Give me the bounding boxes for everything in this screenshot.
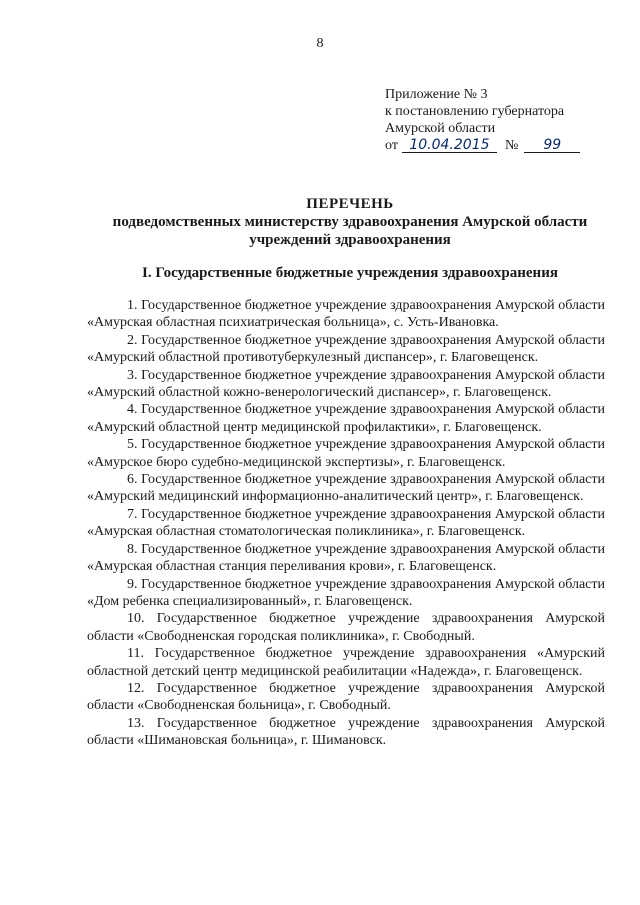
list-item: 11. Государственное бюджетное учреждение здравоохранения «Амурский областной детский центр медицинской реабилитации «Надежда», г. Благовещенск. [87, 646, 605, 679]
list-item: 1. Государственное бюджетное учреждение здравоохранения Амурской области «Амурская областная психиатрическая больница», с. Усть-Ивановка. [87, 298, 605, 331]
list-item: 3. Государственное бюджетное учреждение здравоохранения Амурской области «Амурский областной кожно-венерологический диспансер», г. Благовещенск. [87, 367, 605, 401]
institutions-list [87, 297, 605, 750]
appendix-header [385, 86, 615, 154]
handwritten-date: 10.04.2015 [402, 138, 497, 153]
list-item: 10. Государственное бюджетное учреждение здравоохранения Амурской области «Свободненская городская поликлиника», г. Свободный. [87, 611, 605, 644]
list-item: 6. Государственное бюджетное учреждение здравоохранения Амурской области «Амурский медицинский информационно-аналитический центр», г. Благовещенск. [87, 472, 605, 505]
number-label: № [504, 138, 519, 153]
list-item: 4. Государственное бюджетное учреждение здравоохранения Амурской области «Амурский областной центр медицинской профилактики», г. Благовещенск. [87, 402, 605, 435]
page-number: 8 [316, 36, 324, 51]
list-item: 5. Государственное бюджетное учреждение здравоохранения Амурской области «Амурское бюро судебно-медицинской экспертизы», г. Благовещенск. [87, 437, 605, 470]
title-heading: ПЕРЕЧЕНЬ [306, 196, 394, 212]
list-item: 12. Государственное бюджетное учреждение здравоохранения Амурской области «Свободненская больница», г. Свободный. [87, 680, 605, 714]
appendix-number: Приложение № 3 [385, 87, 488, 102]
appendix-region: Амурской области [385, 121, 496, 136]
list-item: 9. Государственное бюджетное учреждение здравоохранения Амурской области «Дом ребенка специализированный», г. Благовещенск. [87, 576, 605, 609]
document-title [90, 195, 610, 249]
section-title: I. Государственные бюджетные учреждения здравоохранения [142, 265, 558, 281]
appendix-resolution-ref: к постановлению губернатора [385, 104, 565, 119]
title-line-2: подведомственных министерству здравоохранения Амурской области [112, 214, 588, 230]
appendix-date-row [385, 137, 615, 154]
list-item: 7. Государственное бюджетное учреждение здравоохранения Амурской области «Амурская областная стоматологическая поликлиника», г. Благовещенск. [87, 506, 605, 540]
list-item: 13. Государственное бюджетное учреждение здравоохранения Амурской области «Шимановская больница», г. Шимановск. [87, 715, 605, 749]
list-item: 8. Государственное бюджетное учреждение здравоохранения Амурской области «Амурская областная станция переливания крови», г. Благовещенск. [87, 541, 605, 575]
handwritten-number: 99 [524, 138, 580, 153]
list-item: 2. Государственное бюджетное учреждение здравоохранения Амурской области «Амурский областной противотуберкулезный диспансер», г. Благовещенск. [87, 332, 605, 366]
date-label: от [385, 138, 398, 153]
title-line-3: учреждений здравоохранения [249, 232, 451, 248]
